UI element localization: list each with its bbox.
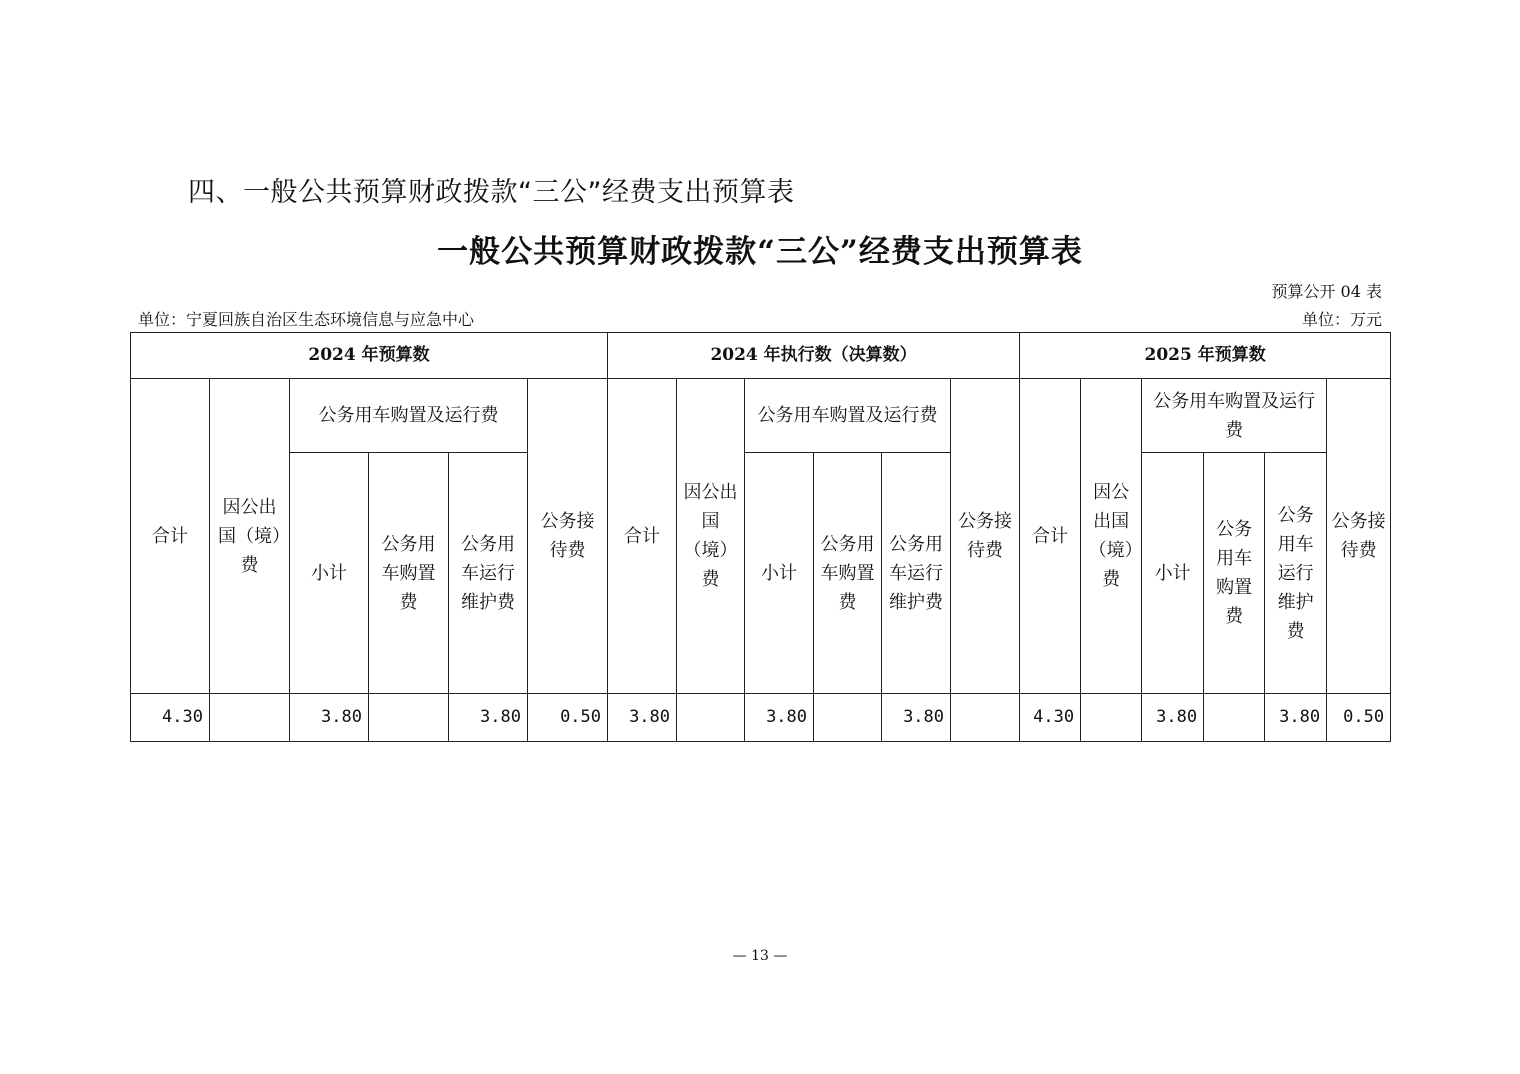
cell-2024-budget-subtotal: 3.80 xyxy=(290,694,369,742)
group-2024-budget: 2024 年预算数 xyxy=(131,333,608,379)
header-row xyxy=(131,379,1391,453)
header-vehicle: 公务用车购置及运行费 xyxy=(745,379,951,453)
cell-2024-exec-reception xyxy=(951,694,1020,742)
group-2025-budget: 2025 年预算数 xyxy=(1020,333,1391,379)
unit-currency: 单位：万元 xyxy=(1301,310,1382,329)
table-code: 预算公开 04 表 xyxy=(1271,282,1382,301)
cell-2025-budget-abroad xyxy=(1081,694,1142,742)
header-reception: 公务接待费 xyxy=(528,379,608,694)
header-abroad: 因公出国（境）费 xyxy=(210,379,290,694)
header-subtotal: 小计 xyxy=(745,453,814,694)
cell-2024-exec-subtotal: 3.80 xyxy=(745,694,814,742)
three-public-expenses-table xyxy=(130,332,1391,742)
header-purchase: 公务用车购置费 xyxy=(1204,453,1265,694)
header-reception: 公务接待费 xyxy=(1327,379,1391,694)
cell-2024-budget-abroad xyxy=(210,694,290,742)
cell-2024-exec-total: 3.80 xyxy=(608,694,677,742)
cell-2024-budget-total: 4.30 xyxy=(131,694,210,742)
header-total: 合计 xyxy=(1020,379,1081,694)
table-row xyxy=(131,694,1391,742)
section-heading: 四、一般公共预算财政拨款“三公”经费支出预算表 xyxy=(188,177,795,208)
cell-2025-budget-subtotal: 3.80 xyxy=(1142,694,1204,742)
cell-2024-exec-abroad xyxy=(677,694,745,742)
cell-2024-budget-operation: 3.80 xyxy=(449,694,528,742)
unit-organization: 单位：宁夏回族自治区生态环境信息与应急中心 xyxy=(138,310,475,329)
cell-2025-budget-reception: 0.50 xyxy=(1327,694,1391,742)
cell-2025-budget-operation: 3.80 xyxy=(1265,694,1327,742)
group-2024-execution: 2024 年执行数（决算数） xyxy=(608,333,1020,379)
header-operation: 公务用车运行维护费 xyxy=(1265,453,1327,694)
header-total: 合计 xyxy=(131,379,210,694)
header-subtotal: 小计 xyxy=(1142,453,1204,694)
header-abroad: 因公出国（境）费 xyxy=(677,379,745,694)
cell-2025-budget-purchase xyxy=(1204,694,1265,742)
document-title: 一般公共预算财政拨款“三公”经费支出预算表 xyxy=(437,234,1083,270)
header-operation: 公务用车运行维护费 xyxy=(449,453,528,694)
header-vehicle: 公务用车购置及运行费 xyxy=(1142,379,1327,453)
header-subtotal: 小计 xyxy=(290,453,369,694)
group-header-row xyxy=(131,333,1391,379)
cell-2024-exec-purchase xyxy=(814,694,882,742)
header-total: 合计 xyxy=(608,379,677,694)
header-operation: 公务用车运行维护费 xyxy=(882,453,951,694)
header-purchase: 公务用车购置费 xyxy=(369,453,449,694)
cell-2025-budget-total: 4.30 xyxy=(1020,694,1081,742)
header-vehicle: 公务用车购置及运行费 xyxy=(290,379,528,453)
subheader-row xyxy=(131,453,1391,694)
cell-2024-budget-purchase xyxy=(369,694,449,742)
header-abroad: 因公出国（境）费 xyxy=(1081,379,1142,694)
header-reception: 公务接待费 xyxy=(951,379,1020,694)
page-number: — 13 — xyxy=(732,948,788,964)
cell-2024-budget-reception: 0.50 xyxy=(528,694,608,742)
header-purchase: 公务用车购置费 xyxy=(814,453,882,694)
cell-2024-exec-operation: 3.80 xyxy=(882,694,951,742)
